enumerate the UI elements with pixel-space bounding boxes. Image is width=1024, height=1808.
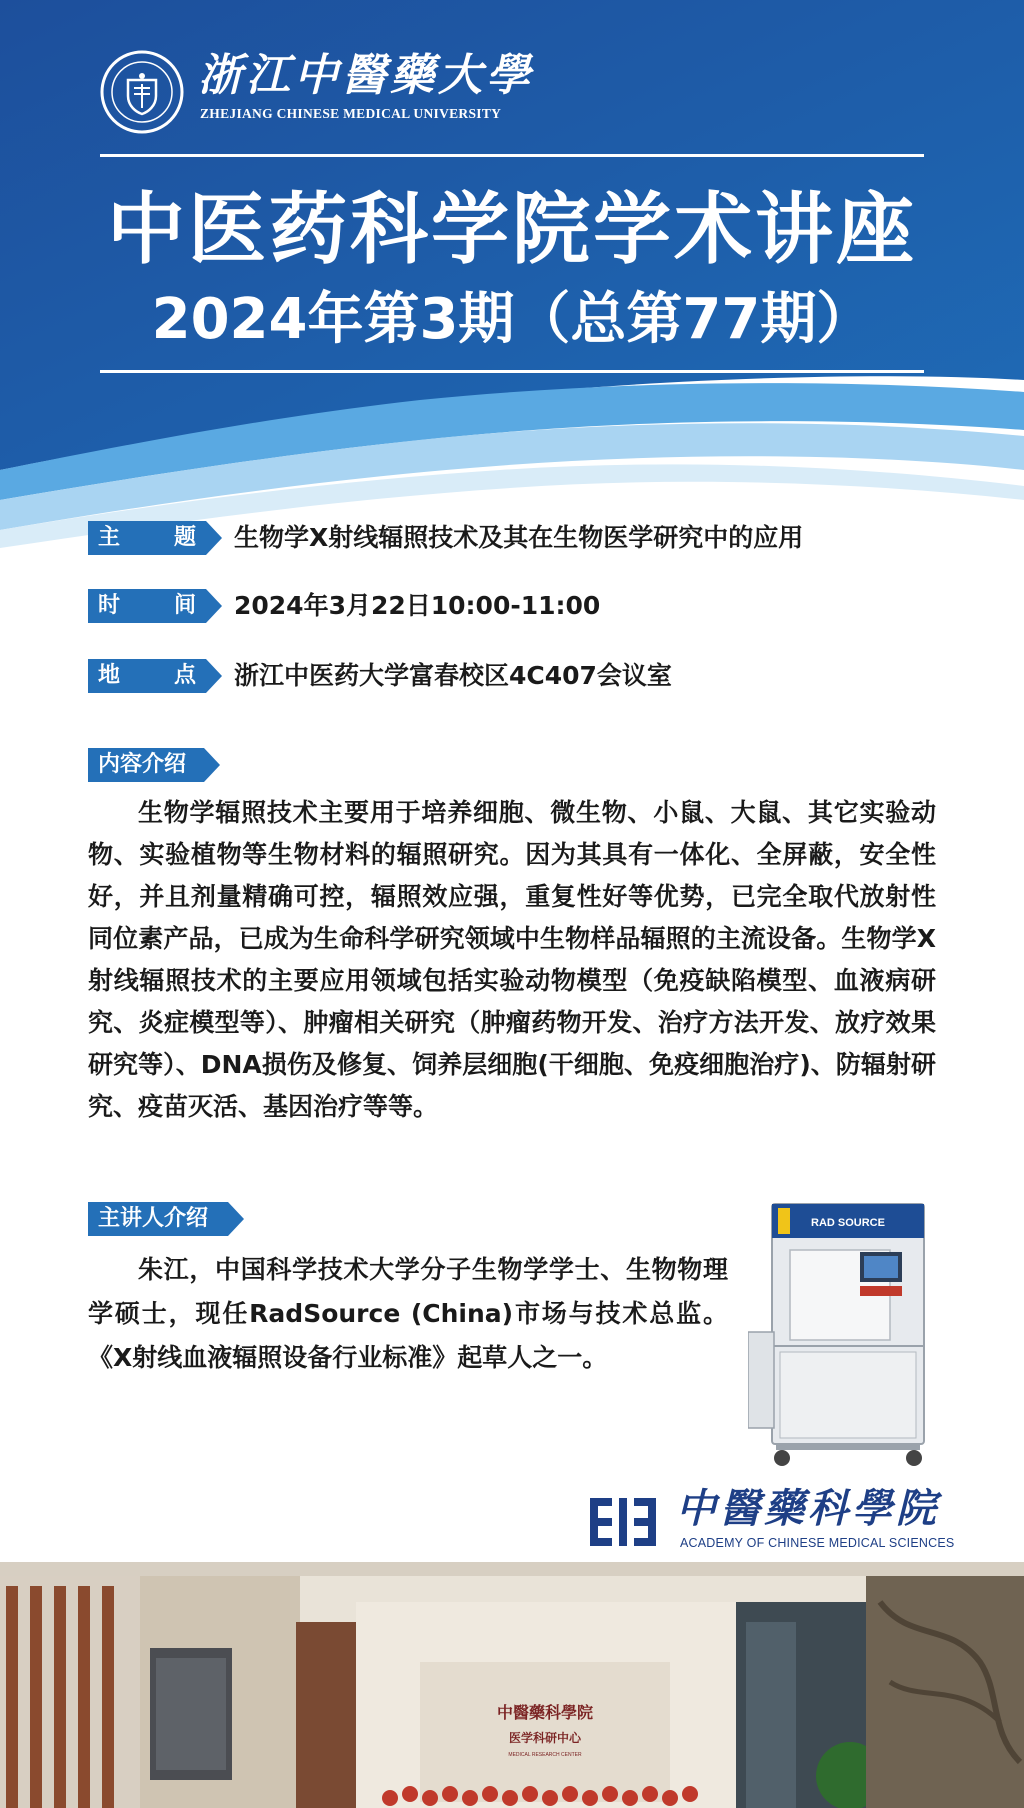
photo-sign-line2: 医学科研中心 [508, 1731, 582, 1745]
time-label-b: 间 [173, 593, 196, 618]
header-banner [0, 0, 1024, 560]
topic-label-b: 题 [173, 525, 196, 550]
topic-tag [88, 521, 206, 555]
page-title: 中医药科学院学术讲座 [106, 185, 917, 275]
page-subtitle: 2024年第3期（总第77期） [151, 287, 873, 352]
time-label-a: 时 [98, 593, 121, 618]
research-center-lobby-photo [0, 1562, 1024, 1808]
place-tag [88, 659, 206, 693]
topic-value: 生物学X射线辐照技术及其在生物医学研究中的应用 [234, 523, 804, 552]
tag-arrow [204, 748, 220, 782]
academy-logo-icon [590, 1498, 656, 1546]
top-rule [100, 154, 924, 157]
university-name-en: ZHEJIANG CHINESE MEDICAL UNIVERSITY [200, 106, 502, 121]
content-tag [88, 748, 204, 782]
bottom-rule [100, 370, 924, 373]
photo-sign-line3: MEDICAL RESEARCH CENTER [508, 1752, 582, 1758]
time-tag [88, 589, 206, 623]
tag-arrow [228, 1202, 244, 1236]
academy-name-cn: 中醫藥科學院 [676, 1485, 940, 1532]
time-value: 2024年3月22日10:00-11:00 [234, 591, 601, 620]
speaker-paragraph: 朱江，中国科学技术大学分子生物学学士、生物物理学硕士，现任RadSource (China)市场与技术总监。《X射线血液辐照设备行业标准》起草人之一。 [88, 1255, 728, 1372]
photo-sign-line1: 中醫藥科學院 [496, 1703, 594, 1722]
place-value: 浙江中医药大学富春校区4C407会议室 [234, 661, 672, 690]
tag-arrow [206, 659, 222, 693]
tag-arrow [206, 521, 222, 555]
tag-arrow [206, 589, 222, 623]
academy-name-en: ACADEMY OF CHINESE MEDICAL SCIENCES [680, 1536, 955, 1550]
speaker-tag [88, 1202, 228, 1236]
x-ray-irradiator-image [748, 1200, 928, 1470]
machine-brand: RAD SOURCE [811, 1217, 885, 1229]
content-paragraph: 生物学辐照技术主要用于培养细胞、微生物、小鼠、大鼠、其它实验动物、实验植物等生物材料的辐照研究。因为其具有一体化、全屏蔽，安全性好，并且剂量精确可控，辐照效应强，重复性好等优势，已完全取代放射性同位素产品，已成为生命科学研究领域中生物样品辐照的主流设备。生物学X射线辐照技术的主要应用领域包括实验动物模型（免疫缺陷模型、血液病研究、炎症模型等）、肿瘤相关研究（肿瘤药物开发、治疗方法开发、放疗效果研究等）、DNA损伤及修复、饲养层细胞(干细胞、免疫细胞治疗)、防辐射研究、疫苗灭活、基因治疗等等。 [88, 798, 936, 1121]
speaker-label: 主讲人介绍 [98, 1206, 209, 1231]
place-label-a: 地 [98, 663, 121, 688]
content-label: 内容介绍 [98, 752, 187, 777]
university-seal-icon [100, 50, 184, 134]
university-name-cn: 浙江中醫藥大學 [198, 50, 534, 101]
place-label-b: 点 [173, 663, 196, 688]
topic-label-a: 主 [98, 525, 121, 550]
